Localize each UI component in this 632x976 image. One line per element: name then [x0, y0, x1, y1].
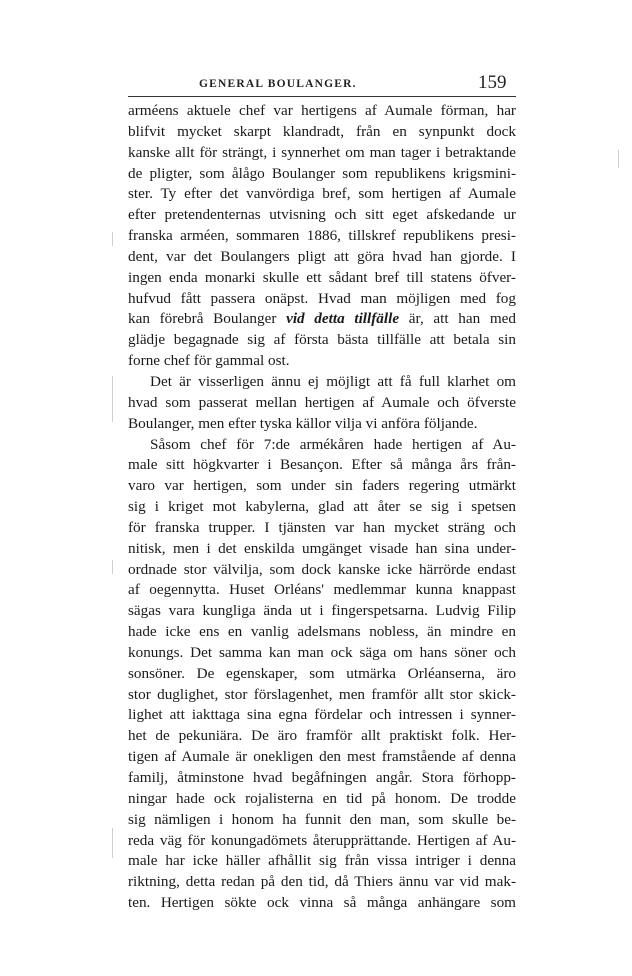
text-line: sägas vara kungliga ända ut i fingerspetsarna. Ludvig Filip	[128, 602, 516, 620]
text-segment: kan förebrå Boulanger	[128, 310, 277, 328]
text-line: ingen enda monarki skulle ett sådant bref till statens öfver-	[128, 268, 516, 286]
body-text	[128, 101, 516, 914]
text-line: male har icke häller afhållit sig från vissa intriger i denna	[128, 852, 516, 870]
text-line: male sitt högkvarter i Besançon. Efter så många års från-	[128, 456, 516, 474]
text-line: sig nämligen i honom ha funnit den man, som skulle be-	[128, 810, 516, 828]
text-line: reda väg för konungadömets återupprättande. Hertigen af Au-	[128, 831, 516, 849]
text-line: tigen af Aumale är onekligen den mest framstående af denna	[128, 748, 516, 766]
text-line: af oegennytta. Huset Orléans' medlemmar kunna knappast	[128, 581, 516, 599]
text-line: blifvit mycket skarpt klandradt, från en synpunkt dock	[128, 122, 516, 140]
text-line: för franska trupper. I tjänsten var han mycket sträng och	[128, 518, 516, 536]
emphasized-phrase: vid detta tillfälle	[286, 310, 400, 328]
text-line: dent, var det Boulangers pligt att göra hvad han gjorde. I	[128, 247, 516, 265]
margin-bleed-mark	[112, 376, 113, 422]
text-line: forne chef för gammal ost.	[128, 352, 290, 370]
text-line: arméens aktuele chef var hertigens af Aumale förman, har	[128, 102, 516, 119]
text-line: sig i kriget mot kabylerna, glad att åter se sig i spetsen	[128, 498, 516, 516]
text-line: ningar hade ock rojalisterna en tid på honom. De trodde	[128, 789, 516, 807]
margin-bleed-mark	[618, 150, 619, 168]
text-line: familj, åtminstone hvad begåfningen angår. Stora förhopp-	[128, 769, 516, 786]
margin-bleed-mark	[112, 232, 113, 246]
text-line: efter pretendenternas utvisning och sitt eget afskedande ur	[128, 206, 516, 224]
text-line: hvad som passerat mellan hertigen af Aumale och öfverste	[128, 393, 516, 411]
text-segment: är, att han med	[408, 310, 516, 328]
text-line: glädje begagnade sig af första bästa tillfälle att betala sin	[128, 331, 516, 349]
header-rule	[128, 96, 516, 97]
text-line: sonsöner. De egenskaper, som utmärka Orléanserna, äro	[128, 664, 516, 682]
margin-bleed-mark	[112, 828, 113, 858]
running-title: GENERAL BOULANGER.	[199, 78, 357, 90]
text-line: ster. Ty efter det vanvördiga bref, som hertigen af Aumale	[128, 185, 516, 203]
text-line: lighet att iakttaga sina egna fördelar och intressen i synner-	[128, 706, 516, 724]
text-line: varo var hertigen, som under sin faders regering utmärkt	[128, 477, 516, 495]
text-line: Det är visserligen ännu ej möjligt att få full klarhet om	[150, 372, 516, 390]
text-line: ordnade stor välvilja, som dock kanske icke härrörde endast	[128, 560, 516, 578]
text-line: stor duglighet, stor förslagenhet, men framför allt stor skick-	[128, 685, 516, 703]
margin-bleed-mark	[112, 560, 113, 574]
text-line: Boulanger, men efter tyska källor vilja vi anföra följande.	[128, 414, 478, 432]
text-line: konungs. Det samma kan man ock säga om hans söner och	[128, 643, 516, 661]
text-line: kanske allt för strängt, i synnerhet om man tager i betraktande	[128, 143, 516, 161]
text-line: Såsom chef för 7:de armékåren hade hertigen af Au-	[150, 435, 516, 453]
text-line: de pligter, som ålågo Boulanger som republikens krigsmini-	[128, 164, 516, 182]
text-line: hade icke ens en vanlig adelsmans nobless, än mindre en	[128, 623, 516, 641]
text-line: riktning, detta redan på den tid, då Thiers ännu var vid mak-	[128, 873, 516, 891]
text-line: ten. Hertigen sökte ock vinna så många anhängare som	[128, 894, 516, 912]
text-line: hufvud fått passera onäpst. Hvad man möjligen med fog	[128, 289, 516, 307]
text-line: franska arméen, sommaren 1886, tillskref republikens presi-	[128, 227, 516, 245]
text-line: het de pekuniära. De äro framför allt praktiskt folk. Her-	[128, 727, 516, 745]
page-number: 159	[478, 72, 507, 93]
text-line-with-emphasis	[128, 309, 516, 330]
text-line: nitisk, men i det enskilda umgänget visade han sina under-	[128, 539, 516, 557]
